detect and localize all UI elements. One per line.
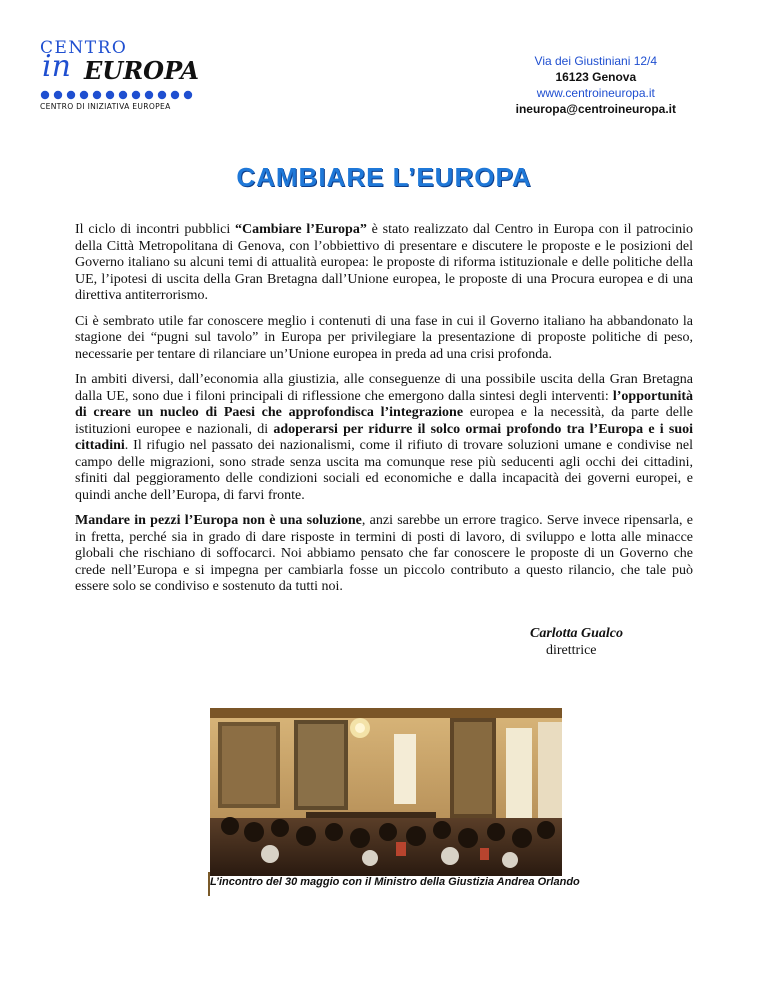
p3-text-rest: . Il rifugio nel passato dei nazionalismi, come il rifiuto di trovare soluzioni umane e condivise nel campo delle migrazioni, sono strade senza uscita ma comunque rese più seducenti agli occhi dei cittadini, sfiniti dal peggioramento delle condizioni sociali ed economiche e dalla incapacità dei governi europei, e quindi anche dell’Europa, di farvi fronte. xyxy=(75,438,693,503)
p1-text: Il ciclo di incontri pubblici xyxy=(75,222,235,237)
photo-caption: L’incontro del 30 maggio con il Ministro della Giustizia Andrea Orlando xyxy=(210,876,580,888)
p1-text-rest: è stato realizzato dal Centro in Europa con il patrocinio della Città Metropolitana di Genova, con l’obbiettivo di presentare e discutere le proposte e le posizioni del Governo italiano su alcuni temi di attualità europea: le proposte di riforma istituzionale e delle politiche della UE, l’ipotesi di uscita della Gran Bretagna dall’Unione europea, le proposte di una Procura europea e di una direttiva antiterrorismo. xyxy=(75,222,694,303)
p3-bold-1: l’opportunità di creare un nucleo di Paesi che approfondisca l’integrazione xyxy=(75,388,693,420)
signature-name: Carlotta Gualco xyxy=(530,626,623,641)
address-email-link[interactable]: ineuropa@centroineuropa.it xyxy=(515,102,676,116)
body-text xyxy=(75,222,693,605)
conference-hall-image xyxy=(210,708,562,876)
paragraph-4 xyxy=(75,513,693,596)
address-block xyxy=(516,53,676,117)
logo-in-text: in xyxy=(42,49,71,84)
paragraph-3 xyxy=(75,372,693,504)
address-city: 16123 Genova xyxy=(555,70,637,84)
paragraph-2: Ci è sembrato utile far conoscere meglio i contenuti di una fase in cui il Governo italiano ha abbandonato la stagione dei “pugni sul tavolo” in Europa per privilegiare la presentazione di proposte politiche di peso, necessarie per tentare di rilanciare un’Unione europea in preda ad una crisi profonda. xyxy=(75,313,693,362)
p4-bold: Mandare in pezzi l’Europa non è una soluzione xyxy=(75,513,362,528)
p4-text: , anzi sarebbe un errore tragico. Serve invece ripensarla, e in fretta, perché sia in grado di dare risposte in termini di posti di lavoro, di sviluppo e lotta alle minacce globali che rischiano di soffocarci. Noi abbiamo pensato che far conoscere le proposte di un Governo che crede nell’Europa e si impegna per cambiarla fosse un piccolo contributo a questo rilancio, che tale può essere solo se condiviso e sostenuto da tutti noi. xyxy=(75,513,693,594)
p3-text-mid: europea e la necessità, da parte delle istituzioni europee e nazionali, di xyxy=(75,405,693,437)
paragraph-1 xyxy=(75,222,693,305)
p1-bold: “Cambiare l’Europa” xyxy=(235,222,367,237)
p3-bold-2: adoperarsi per ridurre il solco ormai profondo tra l’Europa e i suoi cittadini xyxy=(75,421,693,453)
p3-text: In ambiti diversi, dall’economia alla giustizia, alle conseguenze di una possibile uscita della Gran Bretagna dalla UE, sono due i filoni principali di riflessione che emergono dalla sintesi degli interventi: xyxy=(75,372,693,404)
signature-role: direttrice xyxy=(546,643,597,658)
logo-europa-text: EUROPA xyxy=(84,56,199,85)
logo xyxy=(38,38,208,118)
event-photo xyxy=(210,708,562,886)
address-website-link[interactable]: www.centroineuropa.it xyxy=(536,86,655,100)
page-title: CAMBIARE L’EUROPA xyxy=(236,162,532,192)
signature xyxy=(530,625,623,659)
address-street: Via dei Giustiniani 12/4 xyxy=(534,54,658,68)
logo-subtitle: CENTRO DI INIZIATIVA EUROPEA xyxy=(40,102,171,111)
logo-dots-icon xyxy=(40,89,200,101)
logo-top-text: CENTRO xyxy=(40,38,128,58)
